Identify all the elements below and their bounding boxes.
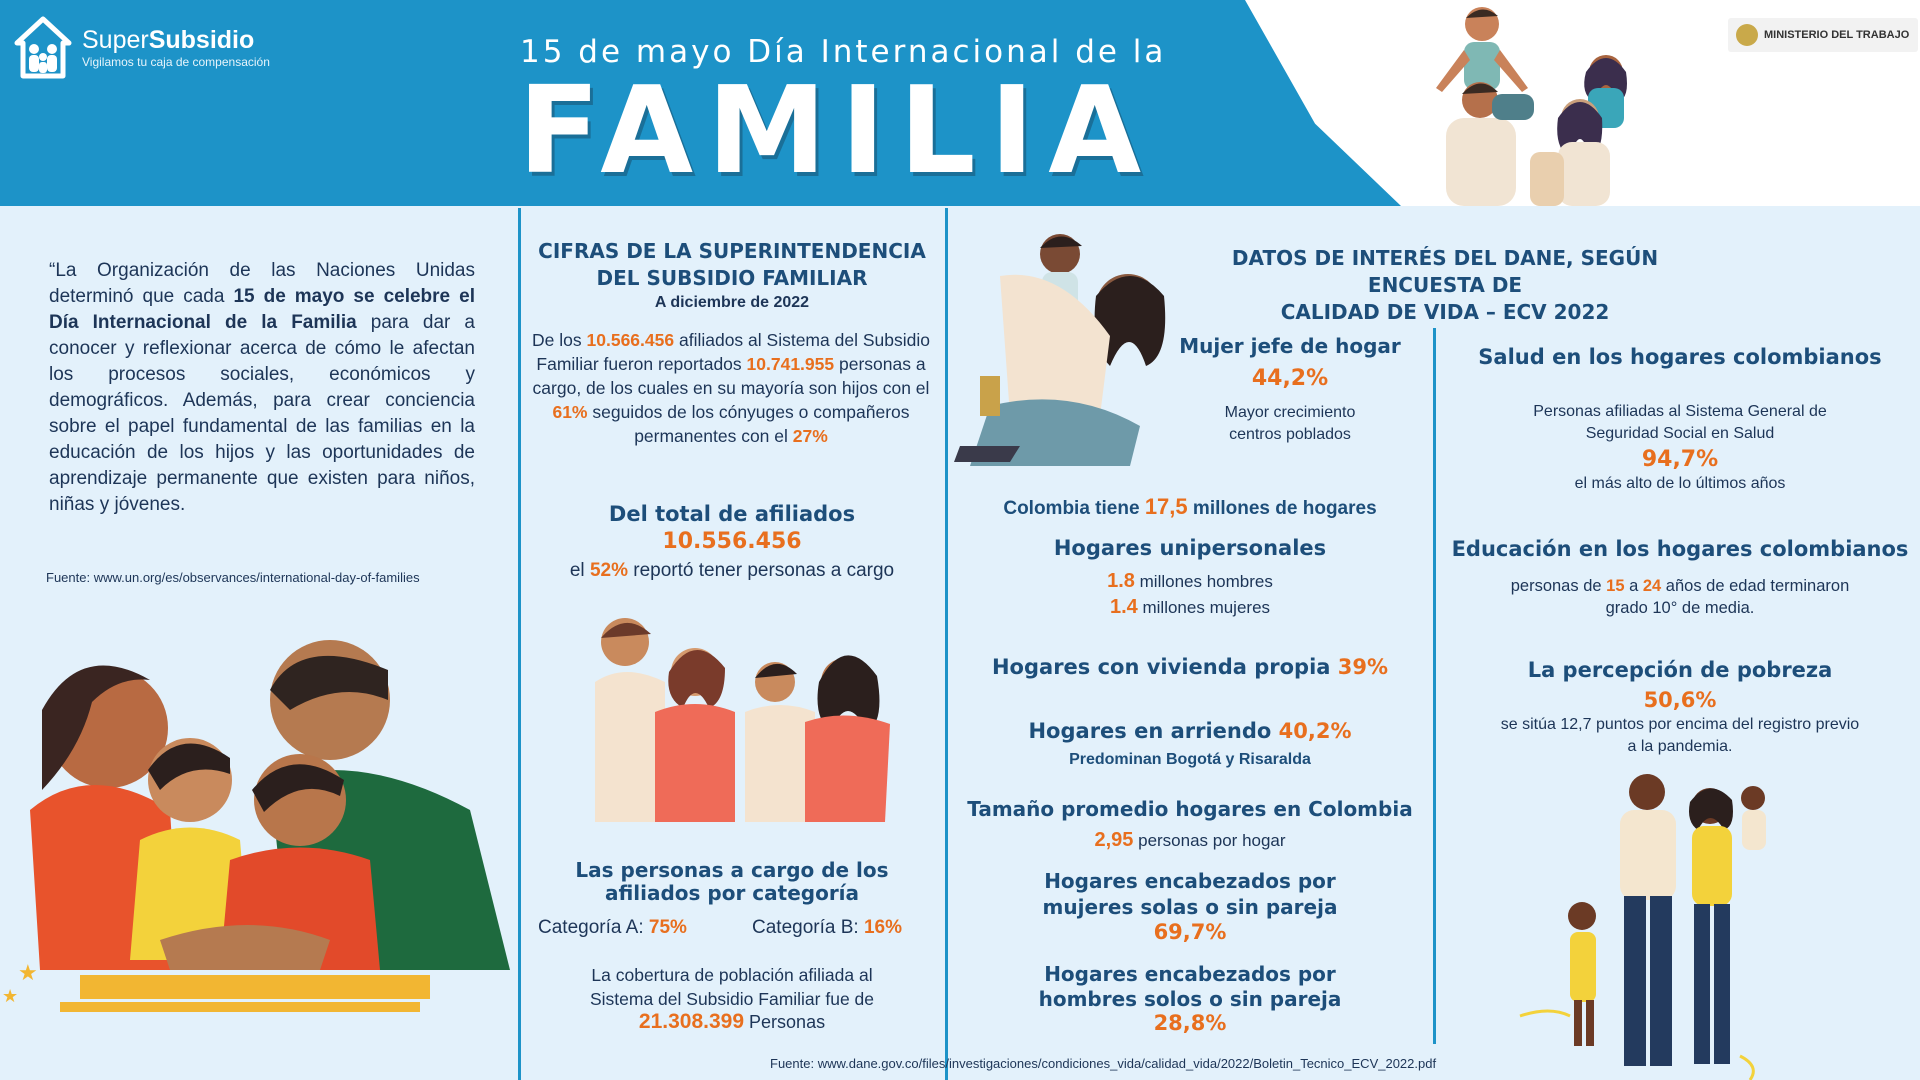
cifras-spouses-pct: 27% [792, 426, 828, 446]
header-supertitle: 15 de mayo Día Internacional de la [520, 34, 1167, 70]
pobreza-note-line1: se sitúa 12,7 puntos por encima del registro previo [1500, 716, 1860, 733]
educacion-suffix: años de edad terminaron [1661, 577, 1850, 595]
coverage-line1: La cobertura de población afiliada al [591, 965, 873, 985]
salud-value: 94,7% [1641, 447, 1719, 472]
cifras-text-3: personas a cargo, de los cuales en su mayoría son hijos con el [532, 354, 930, 398]
coat-of-arms-icon [1736, 24, 1758, 46]
cifras-text-1: De los [532, 330, 587, 350]
mujeres-solas-value: 69,7% [1153, 920, 1227, 944]
category-title-line1: Las personas a cargo de los [575, 858, 889, 882]
cifras-affiliates-value: 10.566.456 [586, 330, 675, 350]
jefe-value: 44,2% [1251, 366, 1329, 391]
cifras-paragraph [530, 328, 932, 448]
cifras-title-line1: CIFRAS DE LA SUPERINTENDENCIA [538, 239, 926, 263]
ministry-label: MINISTERIO DEL TRABAJO [1764, 29, 1910, 41]
hombres-solos-title [950, 962, 1430, 1012]
total-affiliates-note [522, 560, 942, 582]
unipersonales-women-value: 1.4 [1109, 596, 1138, 618]
cifras-title [522, 238, 942, 292]
family-header-illustration [1380, 2, 1680, 206]
pobreza-value: 50,6% [1643, 688, 1717, 712]
dane-source[interactable]: Fuente: www.dane.gov.co/files/investigaciones/condiciones_vida/calidad_vida/2022/Boletin_Tecnico_ECV_2022.pdf [770, 1056, 1437, 1071]
brand-name-light: Super [82, 26, 149, 54]
arriendo [950, 719, 1430, 743]
salud-note [1440, 401, 1920, 445]
pobreza-title: La percepción de pobreza [1527, 658, 1833, 682]
hogares-prefix: Colombia tiene [1003, 498, 1145, 519]
standing-family-illustration [1510, 766, 1810, 1080]
category-a [538, 917, 687, 939]
jefe-note [1150, 402, 1430, 446]
hombres-solos-line1: Hogares encabezados por [1044, 962, 1336, 986]
parents-children-illustration [0, 640, 520, 1080]
intro-quote-part2: para dar a conocer y reflexionar acerca de cómo le afectan los procesos sociales, económicos y demográficos. Además, para crear conciencia sobre el papel fundamental de las familias en la educación de los hijos y las oportunidades de aprendizaje permanente que existen para niños, niñas y jóvenes. [49, 312, 475, 515]
coverage-unit: Personas [744, 1012, 826, 1032]
tamano-title: Tamaño promedio hogares en Colombia [967, 797, 1413, 821]
salud-note-line1: Personas afiliadas al Sistema General de [1533, 403, 1827, 420]
total-affiliates-title: Del total de afiliados [608, 502, 856, 526]
total-note-suffix: reportó tener personas a cargo [627, 560, 895, 581]
vivienda-value: 39% [1337, 655, 1389, 679]
category-b [752, 917, 902, 939]
total-affiliates-value: 10.556.456 [662, 529, 802, 554]
svg-text:★: ★ [2, 986, 19, 1007]
hombres-solos-value: 28,8% [1153, 1011, 1227, 1035]
hogares-suffix: millones de hogares [1187, 498, 1377, 519]
cifras-date: A diciembre de 2022 [654, 294, 810, 311]
unipersonales-title: Hogares unipersonales [1053, 536, 1327, 560]
salud-note-line2: Seguridad Social en Salud [1585, 425, 1775, 442]
unipersonales-men-label: millones hombres [1134, 572, 1273, 591]
educacion-note-line1 [1440, 575, 1920, 597]
category-b-value: 16% [863, 917, 902, 938]
cifras-text-4: seguidos de los cónyuges o compañeros permanentes con el [587, 402, 910, 446]
unipersonales-women [950, 596, 1430, 619]
house-family-logo-icon[interactable] [14, 16, 72, 80]
hogares-value: 17,5 [1144, 494, 1188, 519]
educacion-mid: a [1624, 577, 1643, 595]
column-divider-2 [945, 208, 948, 1080]
column-divider-3 [1433, 328, 1436, 1044]
jefe-note-line1: Mayor crecimiento [1224, 404, 1356, 421]
dane-title [1175, 245, 1715, 326]
educacion-note-line2: grado 10° de media. [1605, 599, 1755, 617]
pobreza-note [1440, 714, 1920, 758]
ministry-badge[interactable] [1728, 18, 1918, 52]
header-title: FAMILIA [518, 62, 1156, 201]
educacion-age-to: 24 [1642, 577, 1662, 595]
educacion-title: Educación en los hogares colombianos [1451, 537, 1909, 561]
educacion-note [1440, 575, 1920, 619]
cifras-persons-value: 10.741.955 [746, 354, 835, 374]
intro-quote [49, 258, 475, 518]
educacion-age-from: 15 [1606, 577, 1625, 595]
hugging-family-illustration [585, 612, 905, 832]
coverage-value: 21.308.399 [638, 1010, 745, 1033]
intro-source[interactable]: Fuente: www.un.org/es/observances/international-day-of-families [46, 570, 420, 585]
brand-name-bold: Subsidio [148, 26, 255, 54]
pobreza-note-line2: a la pandemia. [1627, 738, 1733, 755]
mujeres-solas-line2: mujeres solas o sin pareja [1042, 895, 1338, 919]
dane-title-line1: DATOS DE INTERÉS DEL DANE, SEGÚN ENCUESTA DE [1231, 246, 1659, 297]
category-title-line2: afiliados por categoría [604, 881, 860, 905]
intro-quote-highlight: 15 de mayo se celebre el Día Internacional de la Familia [49, 286, 475, 333]
unipersonales-men [950, 570, 1430, 593]
coverage-line2: Sistema del Subsidio Familiar fue de [589, 989, 875, 1009]
cifras-children-pct: 61% [552, 402, 588, 422]
intro-quote-part1: “La Organización de las Naciones Unidas determinó que cada [49, 260, 475, 307]
svg-text:★: ★ [18, 961, 38, 986]
tamano-unit: personas por hogar [1133, 831, 1286, 850]
hogares-total [950, 494, 1430, 520]
total-note-pct: 52% [589, 560, 628, 581]
category-a-label: Categoría A: [538, 917, 649, 938]
brand-name[interactable] [82, 26, 254, 55]
brand-tagline: Vigilamos tu caja de compensación [82, 55, 270, 69]
category-b-label: Categoría B: [752, 917, 864, 938]
arriendo-note: Predominan Bogotá y Risaralda [1069, 751, 1311, 768]
category-a-value: 75% [648, 917, 687, 938]
cifras-text-2: afiliados al Sistema del Subsidio Familiar fueron reportados [536, 330, 930, 374]
category-title [522, 859, 942, 905]
hombres-solos-line2: hombres solos o sin pareja [1038, 987, 1342, 1011]
educacion-prefix: personas de [1510, 577, 1607, 595]
jefe-title: Mujer jefe de hogar [1179, 334, 1401, 358]
salud-title: Salud en los hogares colombianos [1478, 345, 1882, 369]
coverage-value-line [522, 1010, 942, 1034]
cifras-title-line2: DEL SUBSIDIO FAMILIAR [596, 266, 868, 290]
dane-title-line2: CALIDAD DE VIDA – ECV 2022 [1280, 300, 1610, 324]
tamano-value: 2,95 [1094, 829, 1134, 851]
coverage-text [522, 963, 942, 1011]
jefe-note-line2: centros poblados [1229, 426, 1351, 443]
unipersonales-women-label: millones mujeres [1137, 598, 1271, 617]
unipersonales-men-value: 1.8 [1107, 570, 1135, 592]
mujeres-solas-line1: Hogares encabezados por [1044, 869, 1336, 893]
arriendo-value: 40,2% [1278, 719, 1352, 743]
arriendo-label: Hogares en arriendo [1028, 719, 1279, 743]
tamano-line [950, 829, 1430, 852]
salud-note3: el más alto de lo últimos años [1574, 475, 1786, 492]
vivienda-propia [950, 655, 1430, 679]
total-note-prefix: el [569, 560, 590, 581]
vivienda-label: Hogares con vivienda propia [991, 655, 1338, 679]
mother-child-illustration [950, 226, 1170, 476]
mujeres-solas-title [950, 868, 1430, 920]
